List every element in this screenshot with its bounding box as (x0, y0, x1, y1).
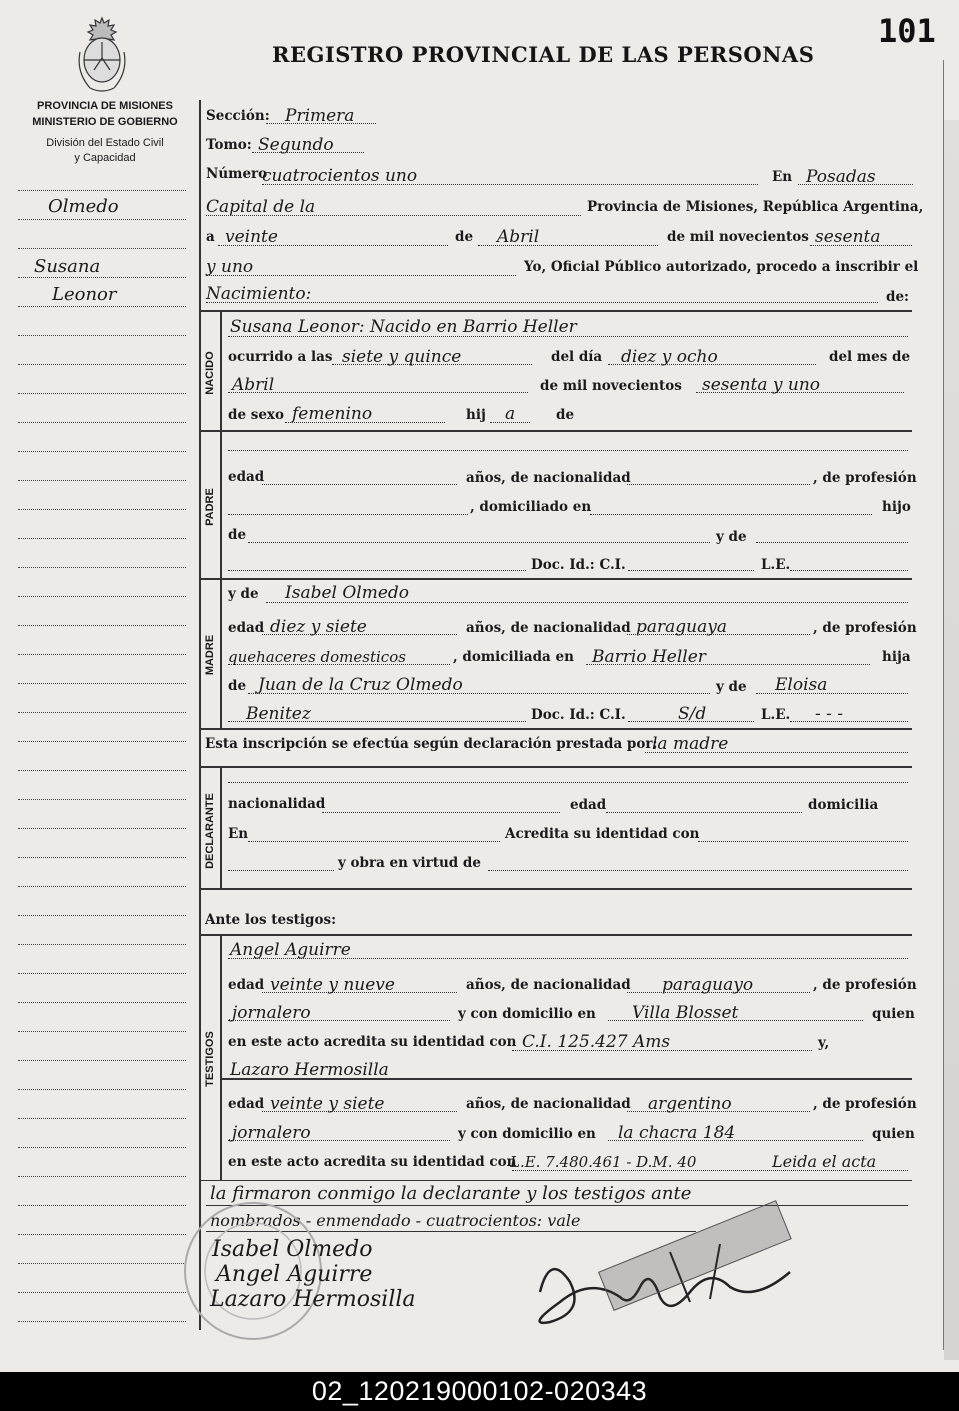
margin-rule-line (18, 567, 186, 568)
header-capacity: y Capacidad (74, 152, 136, 164)
label-a: a (206, 229, 215, 245)
main-left-rule (199, 100, 201, 1330)
value-madre-madre1: Eloisa (775, 675, 828, 695)
rule (262, 484, 457, 485)
margin-rule-line (18, 538, 186, 539)
label-hijo: hijo (882, 499, 911, 515)
label-en-decl: En (228, 826, 249, 842)
label-hija: hija (882, 649, 911, 665)
margin-rule-line (18, 886, 186, 887)
label-declarante: DECLARANTE (204, 793, 216, 869)
value-dia: veinte (225, 227, 278, 247)
margin-rule-line (18, 219, 186, 220)
margin-rule-line (18, 1147, 186, 1148)
label-nacionalidad-decl: nacionalidad (228, 796, 326, 812)
margin-rules (18, 0, 186, 1340)
margin-rule-line (18, 712, 186, 713)
value-anio1: sesenta (815, 227, 881, 247)
rule (228, 450, 908, 451)
header-province: PROVINCIA DE MISIONES (37, 100, 173, 112)
signature-isabel: Isabel Olmedo (212, 1237, 373, 1262)
label-en: En (772, 169, 793, 185)
rule (322, 812, 560, 813)
section-rule (200, 888, 912, 890)
margin-rule-line (18, 596, 186, 597)
label-quien-t2: quien (872, 1126, 915, 1142)
label-anos-nac-t1: años, de nacionalidad (466, 977, 631, 993)
margin-rule-line (18, 1292, 186, 1293)
value-madre-padre: Juan de la Cruz Olmedo (258, 675, 463, 695)
label-madre: MADRE (204, 634, 216, 676)
margin-rule-line (18, 277, 186, 278)
margin-rule-line (18, 509, 186, 510)
value-madre-ci: S/d (678, 704, 707, 724)
rule (606, 812, 802, 813)
label-seccion: Sección: (206, 108, 270, 124)
margin-rule-line (18, 915, 186, 916)
value-nacido: Susana Leonor: Nacido en Barrio Heller (230, 317, 577, 337)
label-edad-madre: edad (228, 620, 265, 636)
margin-name1: Susana (34, 256, 101, 277)
margin-rule-line (18, 770, 186, 771)
margin-name2: Leonor (52, 284, 117, 305)
label-doc-padre: Doc. Id.: C.I. (531, 557, 626, 573)
value-madre-edad: diez y siete (270, 617, 367, 637)
margin-rule-line (18, 625, 186, 626)
rule (627, 484, 810, 485)
rule (248, 542, 710, 543)
label-tomo: Tomo: (206, 137, 252, 153)
label-ante-testigos: Ante los testigos: (205, 912, 337, 928)
rule (228, 782, 908, 783)
label-de-padre: de (228, 527, 247, 543)
label-en-este-acto-t2: en este acto acredita su identidad con (228, 1154, 517, 1170)
rule (790, 721, 908, 722)
margin-rule-line (18, 1176, 186, 1177)
edge-marks (944, 120, 959, 1360)
section-rule (200, 934, 912, 936)
value-seccion: Primera (285, 106, 355, 126)
value-testigo1-nac: paraguayo (662, 975, 754, 995)
margin-rule-line (18, 857, 186, 858)
rule (228, 870, 334, 871)
label-padre: PADRE (204, 488, 216, 526)
rule (228, 570, 526, 571)
value-hora: siete y quince (342, 347, 462, 367)
label-de: de (455, 229, 474, 245)
margin-rule-line (18, 1089, 186, 1090)
label-del-mes-de: del mes de (829, 349, 911, 365)
label-profesion-t1: , de profesión (813, 977, 917, 993)
margin-rule-line (18, 1118, 186, 1119)
label-le-madre: L.E. (761, 707, 791, 723)
margin-rule-line (18, 944, 186, 945)
padre-rule (220, 430, 222, 578)
label-profesion-padre: , de profesión (813, 470, 917, 486)
margin-rule-line (18, 451, 186, 452)
margin-rule-line (18, 654, 186, 655)
section-rule (200, 430, 912, 432)
value-sexo: femenino (292, 404, 373, 424)
margin-rule-line (18, 973, 186, 974)
section-rule (200, 1180, 912, 1181)
header-division: División del Estado Civil (46, 137, 164, 149)
label-domiciliado: , domiciliado en (470, 499, 592, 515)
label-le-padre: L.E. (761, 557, 791, 573)
margin-rule-line (18, 248, 186, 249)
value-madre-madre2: Benitez (246, 704, 311, 724)
margin-rule-line (18, 1031, 186, 1032)
rule (756, 542, 908, 543)
value-en: Posadas (806, 167, 876, 187)
margin-rule-line (18, 1060, 186, 1061)
value-hij-suffix: a (505, 404, 516, 424)
label-y-de-madre: y de (228, 586, 259, 602)
section-rule (200, 578, 912, 580)
label-y-obra: y obra en virtud de (338, 855, 481, 871)
value-mes2: Abril (232, 375, 275, 395)
value-testigo2-prof: jornalero (232, 1123, 311, 1143)
label-doc-madre: Doc. Id.: C.I. (531, 707, 626, 723)
value-cierre1: Leida el acta (772, 1152, 877, 1171)
header-ministry: MINISTERIO DE GOBIERNO (32, 116, 178, 128)
page-title: REGISTRO PROVINCIAL DE LAS PERSONAS (272, 42, 815, 67)
value-acta: Nacimiento: (206, 284, 312, 304)
value-testigo1-edad: veinte y nueve (270, 975, 395, 995)
rule (488, 870, 908, 871)
label-y-de-padre: y de (716, 529, 747, 545)
madre-rule (220, 578, 222, 728)
value-testigo1-nombre: Angel Aguirre (230, 940, 351, 960)
margin-rule-line (18, 799, 186, 800)
signature-angel: Angel Aguirre (216, 1262, 373, 1287)
margin-rule-line (18, 190, 186, 191)
value-testigo2-doc: L.E. 7.480.461 - D.M. 40 (510, 1153, 697, 1171)
margin-rule-line (18, 1263, 186, 1264)
label-del-dia: del día (551, 349, 603, 365)
value-madre-le: - - - (815, 704, 844, 724)
label-de-sexo: de sexo (228, 407, 284, 423)
rule (628, 570, 754, 571)
label-y-comma: y, (818, 1035, 830, 1051)
label-yo: Yo, Oficial Público autorizado, procedo a inscribir el (524, 259, 919, 275)
value-declarante: la madre (652, 734, 729, 754)
nacido-rule (220, 310, 222, 430)
label-de-madre: de (228, 678, 247, 694)
label-edad-t2: edad (228, 1096, 265, 1112)
value-madre-nacionalidad: paraguaya (636, 617, 727, 637)
label-numero: Número (206, 166, 268, 182)
testigos-rule (220, 934, 222, 1180)
value-cierre2: la firmaron conmigo la declarante y los testigos ante (210, 1183, 692, 1204)
label-hij: hij (466, 407, 486, 423)
margin-rule-line (18, 393, 186, 394)
margin-rule-line (18, 683, 186, 684)
footer-id: 02_120219000102-020343 (0, 1372, 959, 1411)
label-anos-nac-t2: años, de nacionalidad (466, 1096, 631, 1112)
value-testigo1-doc: C.I. 125.427 Ams (522, 1032, 671, 1052)
value-testigo2-dom: la chacra 184 (618, 1123, 736, 1143)
label-esta-inscripcion: Esta inscripción se efectúa según declaración prestada por: (205, 736, 658, 752)
label-edad-t1: edad (228, 977, 265, 993)
section-rule (200, 728, 912, 730)
value-cierre3: nombrados - enmendado - cuatrocientos: vale (210, 1211, 581, 1230)
value-anio2: y uno (206, 257, 254, 277)
label-domicilia: domicilia (808, 797, 879, 813)
value-mes: Abril (497, 227, 540, 247)
value-madre-profesion: quehaceres domesticos (228, 648, 406, 666)
margin-rule-line (18, 741, 186, 742)
signature-lazaro: Lazaro Hermosilla (210, 1287, 416, 1312)
value-testigo2-nombre: Lazaro Hermosilla (230, 1060, 389, 1080)
rule (248, 841, 500, 842)
label-profesion-t2: , de profesión (813, 1096, 917, 1112)
label-profesion-madre: , de profesión (813, 620, 917, 636)
rule (228, 514, 468, 515)
rule (590, 514, 872, 515)
label-de2: de (556, 407, 575, 423)
label-acredita: Acredita su identidad con (505, 826, 700, 842)
value-anio3: sesenta y uno (702, 375, 821, 395)
value-testigo2-edad: veinte y siete (270, 1094, 385, 1114)
page-number: 101 (878, 12, 936, 50)
margin-rule-line (18, 1205, 186, 1206)
margin-surname: Olmedo (48, 196, 119, 217)
margin-rule-line (18, 1002, 186, 1003)
label-de-mil: de mil novecientos (667, 229, 809, 245)
label-anos-nac-padre: años, de nacionalidad (466, 470, 631, 486)
label-anos-nac-madre: años, de nacionalidad (466, 620, 631, 636)
margin-rule-line (18, 1321, 186, 1322)
label-nacido: NACIDO (204, 351, 216, 395)
value-tomo: Segundo (258, 135, 334, 155)
rule (790, 570, 908, 571)
label-y-de-madre2: y de (716, 679, 747, 695)
value-dia2: diez y ocho (621, 347, 718, 367)
label-de-mil2: de mil novecientos (540, 378, 682, 394)
label-quien-t1: quien (872, 1006, 915, 1022)
margin-rule-line (18, 422, 186, 423)
label-provincia: Provincia de Misiones, República Argentina, (587, 199, 924, 215)
margin-rule-line (18, 335, 186, 336)
label-en-este-acto-t1: en este acto acredita su identidad con (228, 1034, 517, 1050)
label-testigos: TESTIGOS (204, 1031, 216, 1087)
declarante-rule (220, 766, 222, 888)
value-testigo1-prof: jornalero (232, 1003, 311, 1023)
value-madre-nombre: Isabel Olmedo (285, 583, 410, 603)
label-y-con-dom-t2: y con domicilio en (458, 1126, 596, 1142)
section-rule (200, 310, 912, 312)
margin-rule-line (18, 1234, 186, 1235)
margin-rule-line (18, 828, 186, 829)
value-capital: Capital de la (206, 197, 316, 217)
label-de-colon: de: (886, 289, 910, 305)
rule (698, 841, 908, 842)
section-rule (200, 766, 912, 768)
label-y-con-dom-t1: y con domicilio en (458, 1006, 596, 1022)
margin-rule-line (18, 480, 186, 481)
value-testigo1-dom: Villa Blosset (632, 1003, 739, 1023)
label-domiciliada: , domiciliada en (453, 649, 574, 665)
value-testigo2-nac: argentino (648, 1094, 732, 1114)
margin-rule-line (18, 306, 186, 307)
label-edad-padre: edad (228, 469, 265, 485)
value-madre-domicilio: Barrio Heller (592, 647, 706, 667)
label-edad-decl: edad (570, 797, 607, 813)
value-numero: cuatrocientos uno (262, 166, 418, 186)
margin-rule-line (18, 364, 186, 365)
label-ocurrido: ocurrido a las (228, 349, 333, 365)
